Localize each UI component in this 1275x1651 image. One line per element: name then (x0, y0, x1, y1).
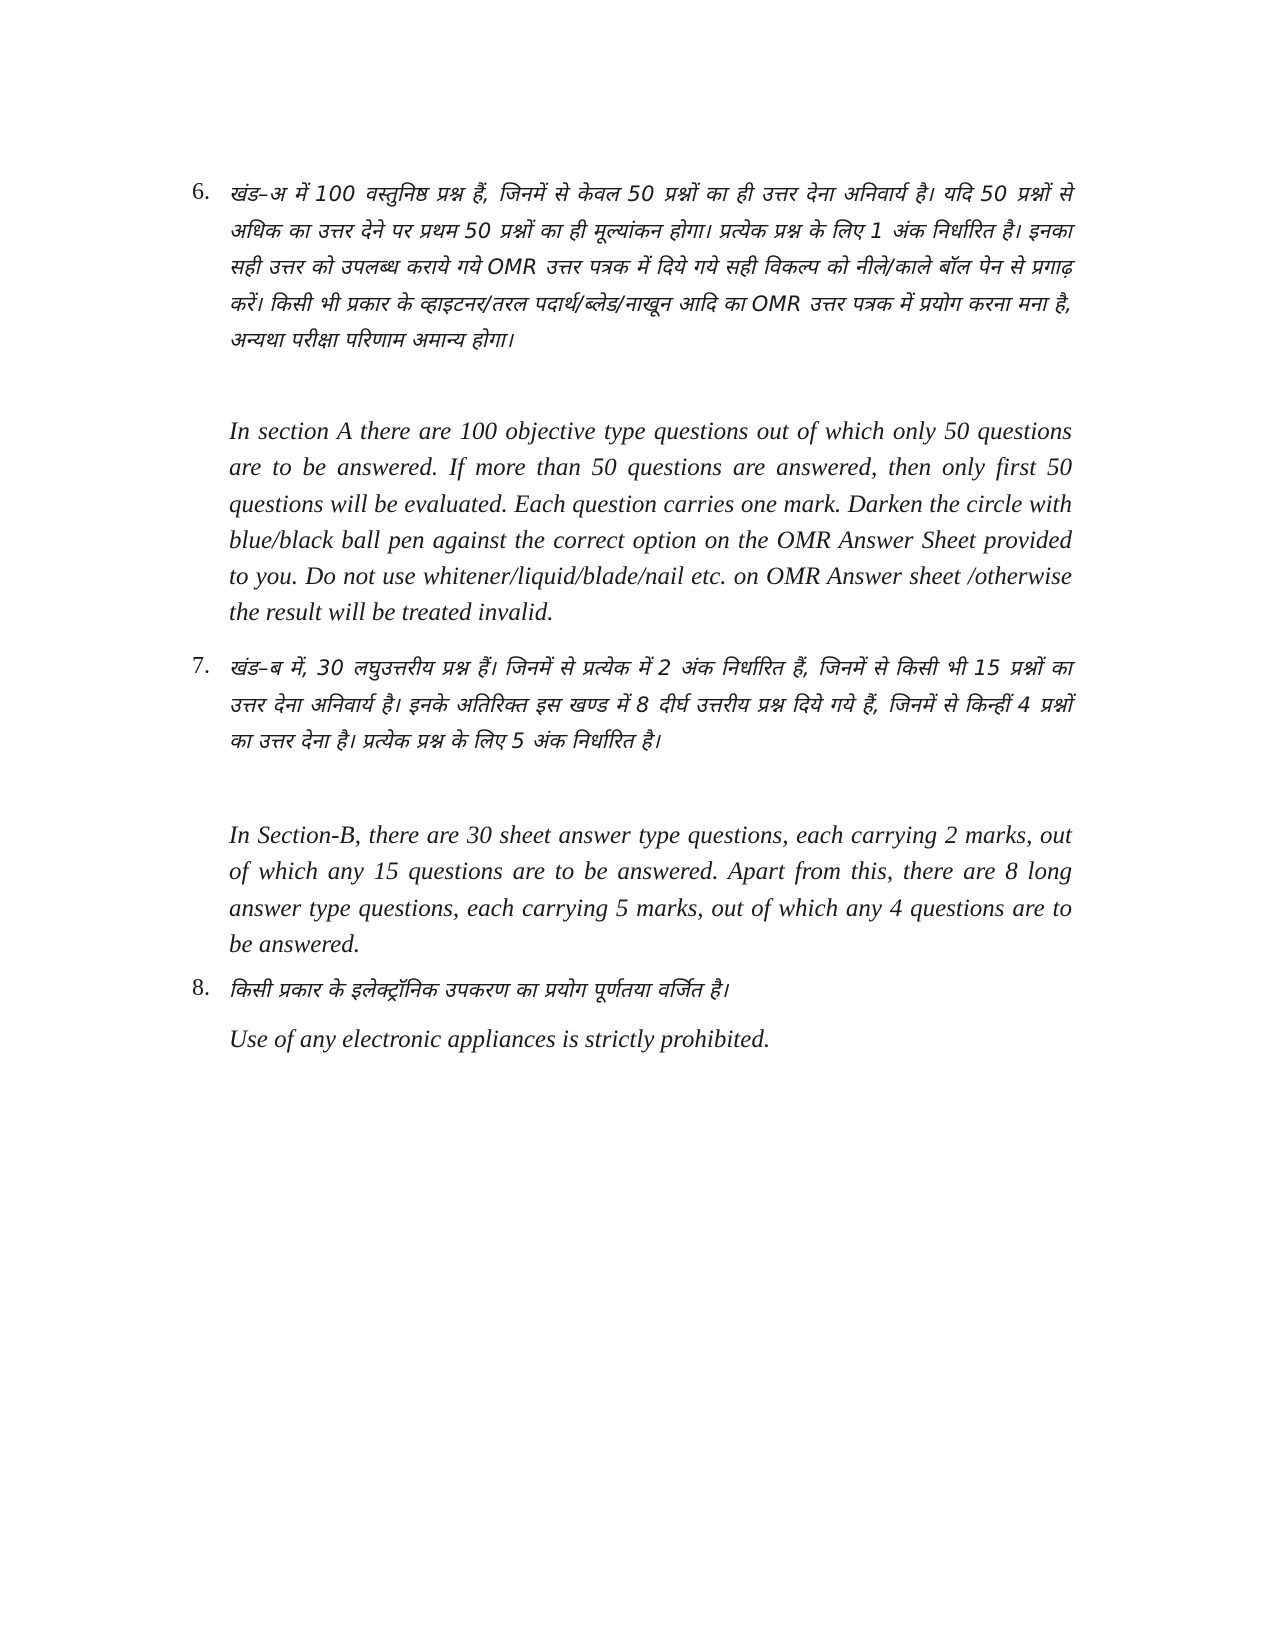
instruction-number: 7. (192, 653, 210, 679)
instruction-english-text: In section A there are 100 objective type questions out of which only 50 questions are to be answered. If more than 50 questions are answered, then only first 50 questions will be evaluated. Each question carries one mark. Darken the circle with blue/black ball pen against the correct option on the OMR Answer Sheet provided to you. Do not use whitener/liquid/blade/nail etc. on OMR Answer sheet /otherwise the result will be treated invalid. (229, 418, 1072, 627)
instruction-number: 6. (192, 179, 210, 205)
instruction-hindi-text: खंड–ब में, 30 लघुउत्तरीय प्रश्न हैं। जिनमें से प्रत्येक में 2 अंक निर्धारित हैं, जिनमें से किसी भी 15 प्रश्नों का उत्तर देना अनिवार्य है। इनके अतिरिक्त इस खण्ड में 8 दीर्घ उत्तरीय प्रश्न दिये गये हैं, जिनमें से किन्हीं 4 प्रश्नों का उत्तर देना है। प्रत्येक प्रश्न के लिए 5 अंक निर्धारित है। (229, 656, 1072, 754)
instruction-hindi-text: किसी प्रकार के इलेक्ट्रॉनिक उपकरण का प्रयोग पूर्णतया वर्जित है। (229, 978, 729, 1002)
instruction-number: 8. (192, 975, 210, 1001)
instruction-english-text: In Section-B, there are 30 sheet answer type questions, each carrying 2 marks, out of which any 15 questions are to be answered. Apart from this, there are 8 long answer type questions, each carrying 5 marks, out of which any 4 questions are to be answered. (229, 822, 1072, 958)
instruction-english-text: Use of any electronic appliances is strictly prohibited. (229, 1026, 771, 1053)
instruction-hindi-text: खंड–अ में 100 वस्तुनिष्ठ प्रश्न हैं, जिनमें से केवल 50 प्रश्नों का ही उत्तर देना अनिवार्य है। यदि 50 प्रश्नों से अधिक का उत्तर देने पर प्रथम 50 प्रश्नों का ही मूल्यांकन होगा। प्रत्येक प्रश्न के लिए 1 अंक निर्धारित है। इनका सही उत्तर को उपलब्ध कराये गये OMR उत्तर पत्रक में दिये गये सही विकल्प को नीले/काले बॉल पेन से प्रगाढ़ करें। किसी भी प्रकार के व्हाइटनर/तरल पदार्थ/ब्लेड/नाखून आदि का OMR उत्तर पत्रक में प्रयोग करना मना है, अन्यथा परीक्षा परिणाम अमान्य होगा। (229, 182, 1072, 353)
